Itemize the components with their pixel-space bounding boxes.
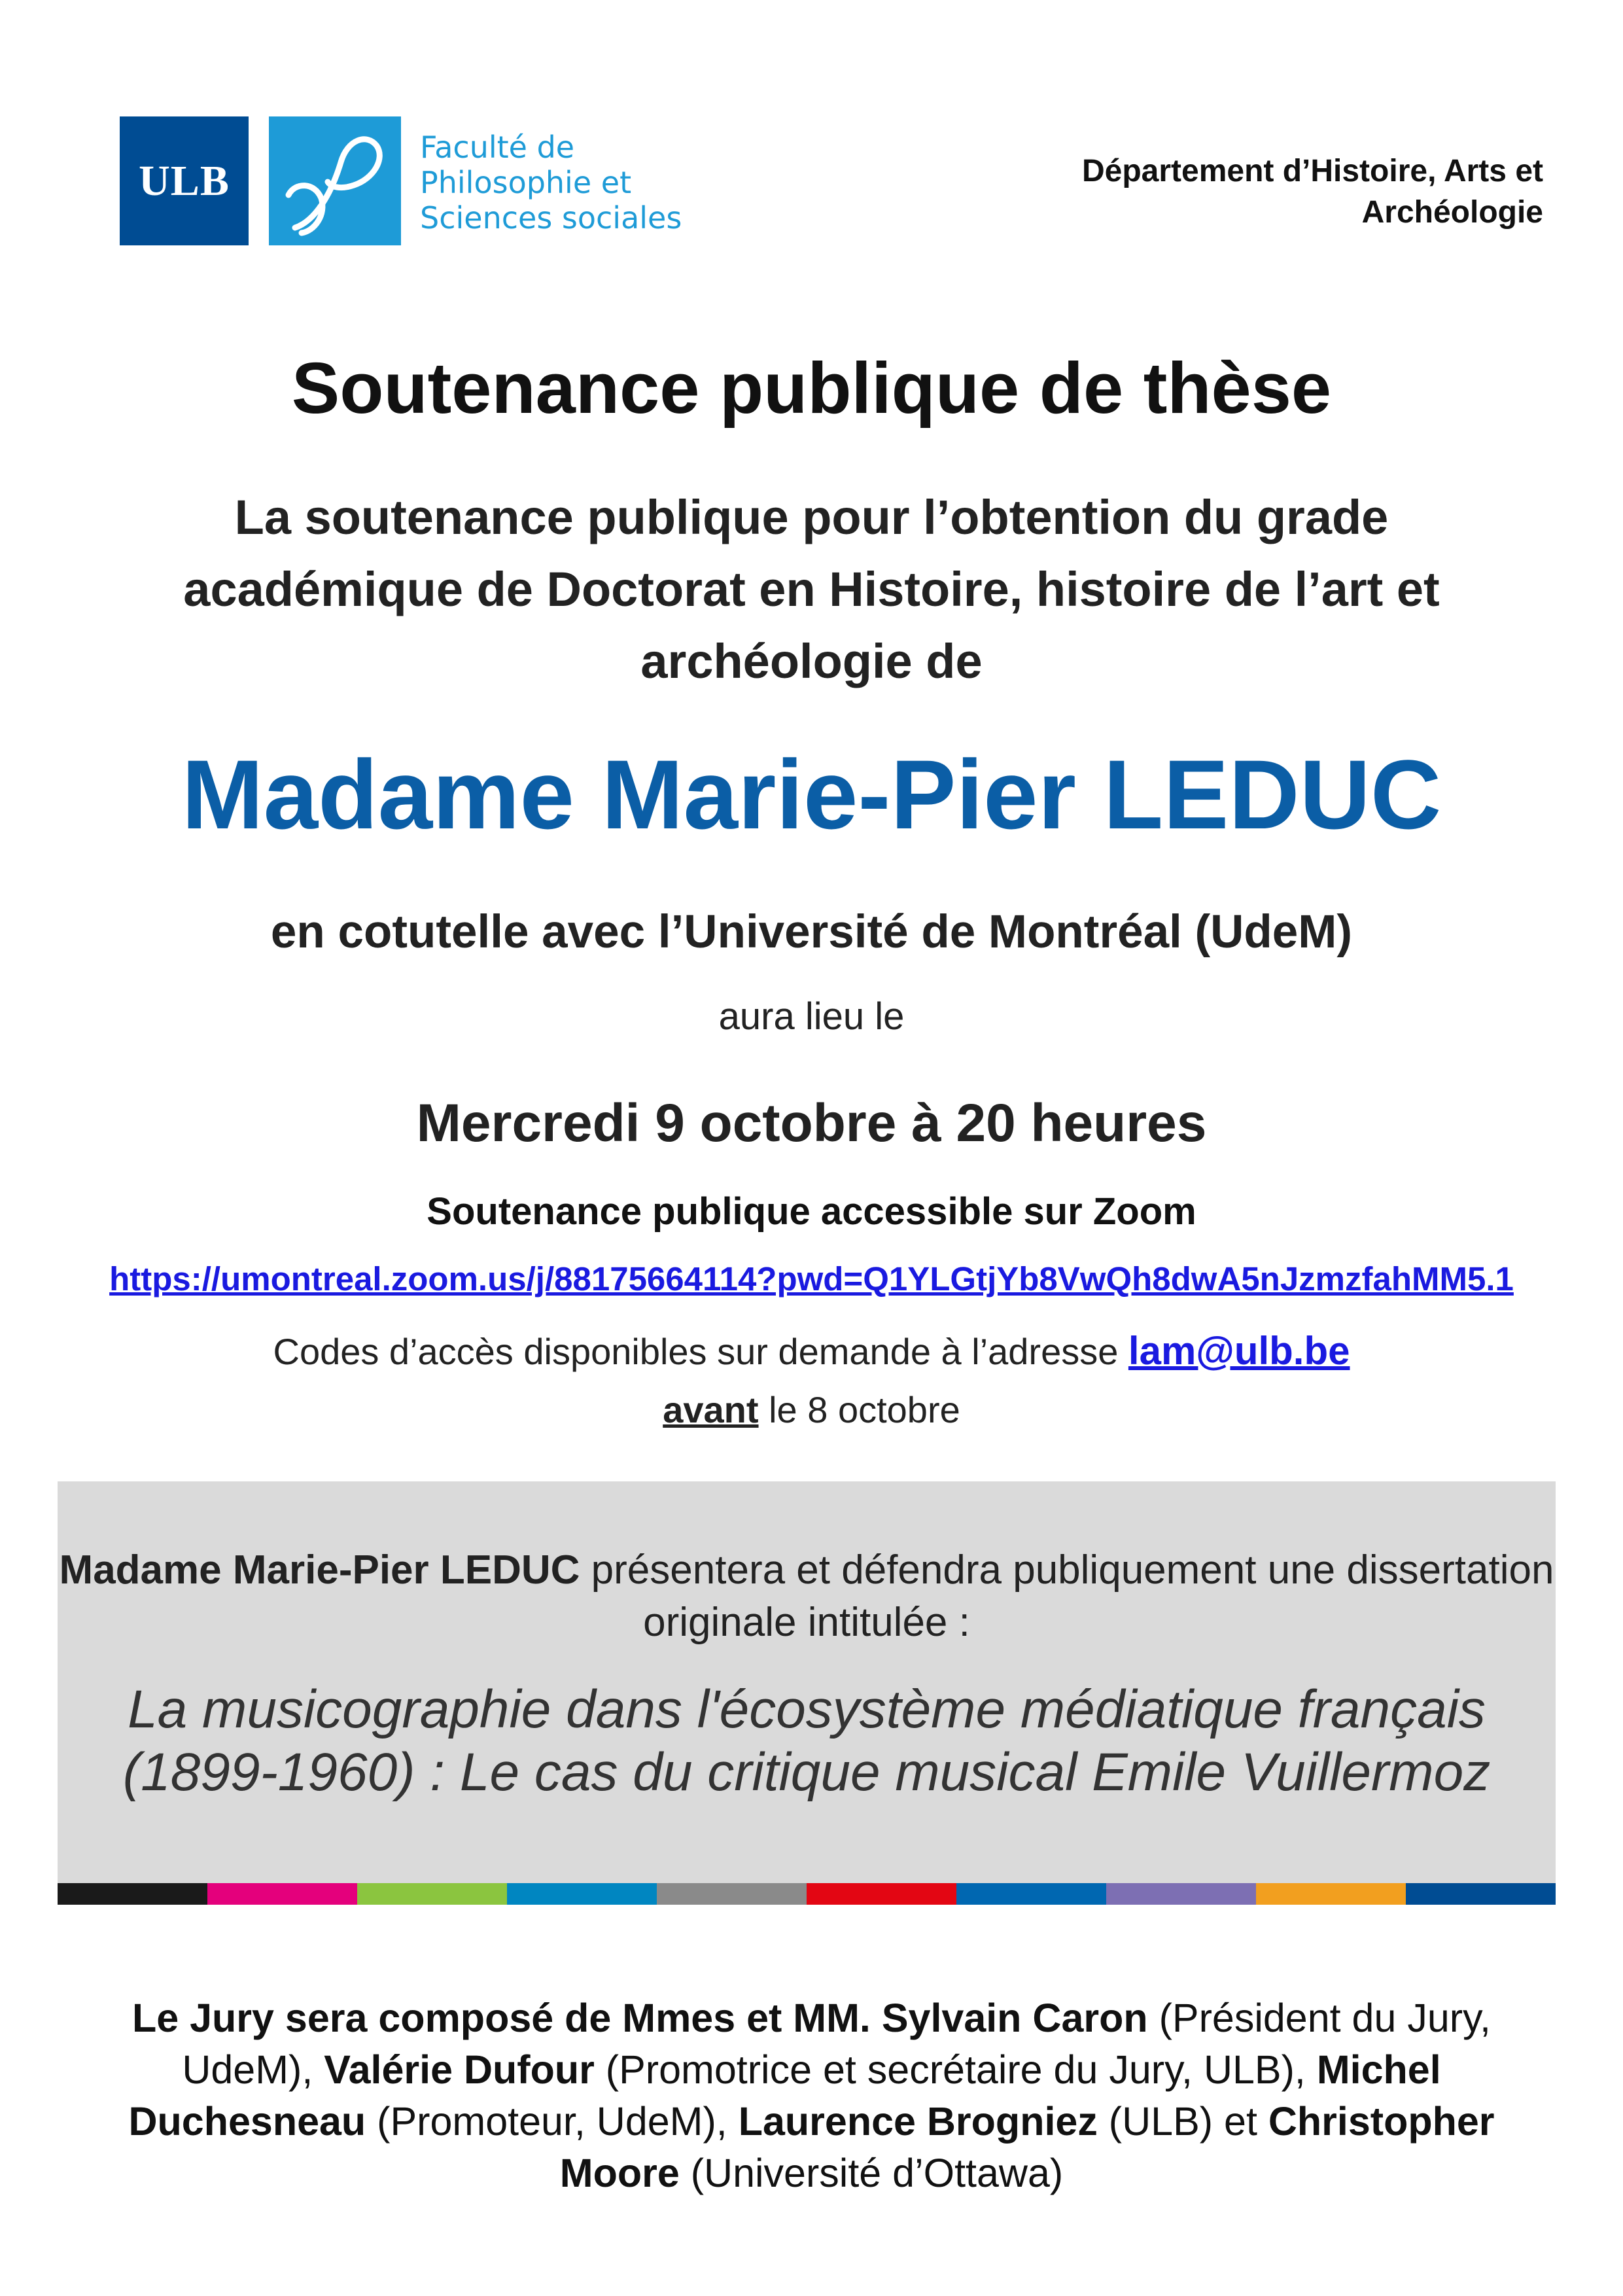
deadline-text <box>0 1388 1623 1431</box>
stripe-segment <box>507 1883 657 1905</box>
jury-text <box>72 1992 1551 2199</box>
jury-intro: Le Jury sera composé de Mmes et MM. <box>131 1996 882 2040</box>
jury-member-1: Sylvain Caron <box>881 1996 1148 2040</box>
jury-member-5: Christopher Moore <box>559 2099 1495 2195</box>
presentation-candidate: Madame Marie-Pier LEDUC <box>59 1547 580 1593</box>
stripe-segment <box>58 1883 207 1905</box>
jury-role-1: (Président du Jury, UdeM), <box>182 1996 1492 2092</box>
jury-role-4: (ULB) et <box>1097 2099 1268 2144</box>
jury-member-3: Michel Duchesneau <box>128 2047 1441 2144</box>
thesis-title <box>58 1678 1556 1804</box>
zoom-link[interactable] <box>0 1260 1623 1298</box>
cotutelle-text: en cotutelle avec l’Université de Montréal (UdeM) <box>270 906 1353 958</box>
jury-member-2: Valérie Dufour <box>324 2047 595 2092</box>
stripe-segment <box>1406 1883 1556 1905</box>
jury-role-3: (Promoteur, UdeM), <box>366 2099 739 2144</box>
faculty-name: Faculté de Philosophie et Sciences sociales <box>420 130 682 236</box>
thesis-title-line-1: La musicographie dans l'écosystème médiatique français <box>128 1680 1486 1739</box>
color-stripe <box>58 1883 1556 1905</box>
intro-text <box>0 482 1623 698</box>
access-codes-label: Codes d’accès disponibles sur demande à l’adresse <box>273 1331 1128 1372</box>
presentation-text <box>58 1544 1556 1649</box>
zoom-label: Soutenance publique accessible sur Zoom <box>427 1190 1196 1233</box>
email-link[interactable]: lam@ulb.be <box>1128 1329 1350 1373</box>
jury-member-4: Laurence Brogniez <box>738 2099 1098 2144</box>
thesis-title-line-2: (1899-1960) : Le cas du critique musical Emile Vuillermoz <box>122 1742 1491 1802</box>
zoom-link-text[interactable]: https://umontreal.zoom.us/j/88175664114?pwd=Q1YLGtjYb8VwQh8dwA5nJzmzfahMM5.1 <box>109 1260 1514 1298</box>
access-codes-text <box>0 1328 1623 1373</box>
aura-lieu-text: aura lieu le <box>718 995 905 1038</box>
faculty-logo-icon <box>269 116 401 245</box>
jury-role-2: (Promotrice et secrétaire du Jury, ULB), <box>594 2047 1317 2092</box>
department-name: Département d’Histoire, Arts et Archéologie <box>1081 154 1543 230</box>
intro-text-content: La soutenance publique pour l’obtention du grade académique de Doctorat en Histoire, histoire de l’art et archéologie de <box>183 490 1440 688</box>
jury-role-5: (Université d’Ottawa) <box>679 2151 1064 2195</box>
deadline-avant: avant <box>663 1389 759 1430</box>
page-title: Soutenance publique de thèse <box>291 348 1332 429</box>
defense-date: Mercredi 9 octobre à 20 heures <box>416 1093 1207 1153</box>
candidate-name: Madame Marie-Pier LEDUC <box>181 739 1442 849</box>
stripe-segment <box>956 1883 1106 1905</box>
stripe-segment <box>657 1883 807 1905</box>
ulb-logo <box>120 116 249 245</box>
ulb-logo-text: ULB <box>139 156 230 205</box>
stripe-segment <box>357 1883 507 1905</box>
stripe-segment <box>1256 1883 1406 1905</box>
presentation-rest: présentera et défendra publiquement une dissertation originale intitulée : <box>580 1547 1554 1645</box>
stripe-segment <box>207 1883 357 1905</box>
stripe-segment <box>807 1883 956 1905</box>
deadline-date: le 8 octobre <box>758 1389 960 1430</box>
stripe-segment <box>1106 1883 1256 1905</box>
